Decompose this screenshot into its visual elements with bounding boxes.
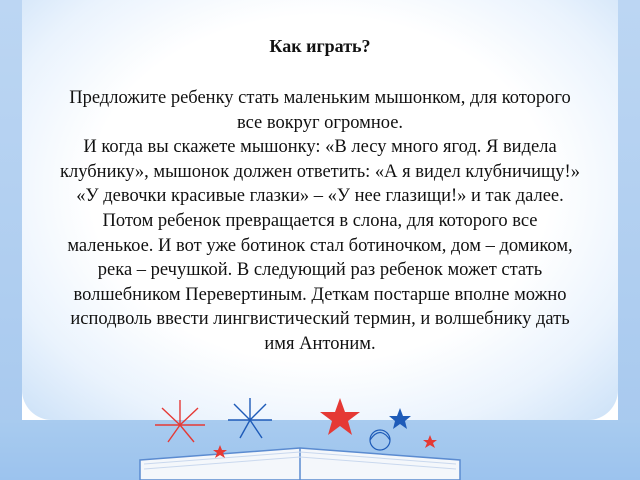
fireworks-book-icon xyxy=(100,390,500,480)
body-line: волшебником Перевертиным. Деткам постарше вполне можно xyxy=(73,284,567,305)
body-line: река – речушкой. В следующий раз ребенок может стать xyxy=(97,260,543,281)
left-border xyxy=(0,0,22,480)
body-line: «У девочки красивые глазки» – «У нее глазищи!» и так далее. xyxy=(76,186,564,207)
body-line: клубнику», мышонок должен ответить: «А я видел клубничищу!» xyxy=(60,161,580,182)
body-line: Потом ребенок превращается в слона, для которого все xyxy=(102,210,538,231)
slide-title: Как играть? xyxy=(269,36,371,56)
body-line: маленькое. И вот уже ботинок стал ботиночком, дом – домиком, xyxy=(67,235,573,256)
right-border xyxy=(618,0,640,480)
body-line: И когда вы скажете мышонку: «В лесу много ягод. Я видела xyxy=(83,137,557,158)
body-line: Предложите ребенку стать маленьким мышонком, для которого xyxy=(69,88,571,108)
body-line: все вокруг огромное. xyxy=(236,112,404,133)
body-line: имя Антоним. xyxy=(264,333,376,354)
body-line: исподволь ввести лингвистический термин, и волшебнику дать xyxy=(70,309,570,330)
slide-body xyxy=(24,86,616,357)
